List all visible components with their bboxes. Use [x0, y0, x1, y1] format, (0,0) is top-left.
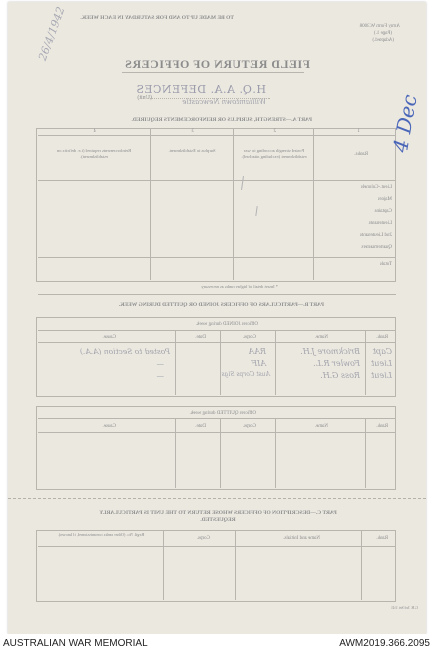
quitted-col-line-4 — [175, 418, 176, 488]
part-a-col-reinforcements: Reinforcements required (i.e. deficits on establishment). — [56, 148, 132, 159]
perforation-line — [8, 498, 426, 499]
joined-row-3-rank: Lieut — [371, 371, 392, 380]
date-scrawl: 26/4/1942 — [36, 4, 68, 63]
joined-col-line-2 — [275, 330, 276, 395]
part-c-col-rank: Rank. — [376, 536, 388, 541]
part-c-col-line-3 — [163, 530, 164, 600]
part-c-header-line — [38, 546, 396, 547]
part-a-number-row-line — [38, 135, 396, 136]
rank-quartermasters: Quartermasters — [361, 245, 392, 250]
unit-label: (Unit) — [137, 95, 152, 101]
quitted-col-line-3 — [220, 418, 221, 488]
joined-col-line-4 — [175, 330, 176, 395]
rank-totals: Totals — [379, 262, 392, 267]
part-c-table — [36, 530, 396, 602]
rank-lieutenants: Lieutenants — [368, 221, 392, 226]
quitted-col-corps: Corps. — [242, 424, 256, 429]
joined-row-3-corps: Aust Corps Sigs — [221, 371, 270, 378]
part-a-col-ranks: Ranks. — [354, 152, 368, 157]
joined-col-date: Date. — [195, 335, 206, 340]
form-title: FIELD RETURN OF OFFICERS — [124, 57, 310, 71]
part-c-col-line-2 — [235, 530, 236, 600]
joined-row-2-rank: Lieut — [371, 359, 392, 368]
part-c-col-corps: Corps. — [196, 536, 210, 541]
title-underline — [122, 72, 304, 73]
mirrored-form — [8, 2, 426, 634]
joined-row-2-name: Fowler R.L. — [313, 359, 360, 368]
margin-scrawl: 4 Dec — [388, 92, 422, 155]
joined-row-2-corps: AIF — [251, 359, 266, 368]
part-c-col-name: Name and Initials. — [283, 536, 320, 541]
rank-majors: Majors — [377, 197, 392, 202]
joined-table — [36, 317, 396, 397]
part-a-footnote: * Insert detail of higher ranks as necessary. — [200, 284, 278, 289]
joined-row-1-cause: Posted to Section (A.A.) — [79, 347, 170, 356]
joined-header-line — [38, 342, 396, 343]
joined-row-1-corps: RAA — [248, 347, 266, 356]
rank-lieut-colonels: Lieut.-Colonels — [360, 185, 392, 190]
part-a-header-line — [38, 180, 396, 181]
printer-note: G.H. 3rd Set 1/41 — [391, 606, 418, 610]
joined-row-3-cause: — — [156, 371, 164, 380]
quitted-col-line-1 — [365, 418, 366, 488]
part-c-col-line-1 — [361, 530, 362, 600]
joined-col-line-1 — [365, 330, 366, 395]
quitted-title: Officers QUITTED during week. — [189, 411, 256, 416]
part-a-col-number-4: 4 — [93, 129, 96, 134]
form-sub2: (Adapted.) — [372, 38, 394, 43]
quitted-col-cause: Cause. — [102, 424, 116, 429]
unit-value: H.Q. A.A. DEFENCES — [135, 83, 266, 96]
part-a-col-number-3: 3 — [191, 129, 194, 134]
joined-row-1-name: Brickmore J.H. — [300, 347, 360, 356]
quitted-title-line — [38, 418, 396, 419]
rank-captains: Captains — [374, 209, 392, 214]
quitted-col-line-2 — [275, 418, 276, 488]
totals-line — [38, 257, 396, 258]
caption-source: AUSTRALIAN WAR MEMORIAL — [3, 638, 148, 649]
joined-col-corps: Corps. — [242, 335, 256, 340]
part-c-title: PART C.—DESCRIPTION OF OFFICERS WHOSE RETURN TO THE UNIT IS PARTICULARLY REQUESTED. — [99, 510, 337, 523]
joined-title-line — [38, 330, 396, 331]
top-note: TO BE MADE UP TO AND FOR SATURDAY IN EACH WEEK. — [80, 15, 234, 21]
joined-col-rank: Rank. — [376, 335, 388, 340]
part-a-title: PART A.—STRENGTH, SURPLUS OR REINFORCEMENTS REQUIRED. — [131, 117, 312, 123]
caption-bar — [0, 634, 434, 653]
form-sub1: (Page 1.) — [373, 31, 392, 36]
part-a-col-surplus: Surplus to Establishment. — [168, 148, 216, 153]
rank-2nd-lieutenants: 2nd Lieutenants — [359, 233, 392, 238]
caption-accession-number: AWM2019.366.2095 — [339, 638, 430, 649]
quitted-col-rank: Rank. — [376, 424, 388, 429]
part-a-col-number-1: 1 — [357, 129, 360, 134]
quitted-header-line — [38, 432, 396, 433]
joined-col-name: Name. — [314, 335, 328, 340]
joined-col-line-3 — [220, 330, 221, 395]
joined-row-2-cause: — — [156, 359, 164, 368]
joined-row-3-name: Ross G.H. — [320, 371, 360, 380]
joined-row-1-rank: Capt — [372, 347, 392, 356]
part-b-title: PART B.—PARTICULARS OF OFFICERS JOINED OR QUITTED DURING WEEK. — [118, 302, 324, 308]
quitted-col-name: Name. — [314, 424, 328, 429]
quitted-col-date: Date. — [195, 424, 206, 429]
part-b-divider — [38, 294, 396, 295]
form-number: Army Form W.3008 — [359, 24, 400, 29]
part-a-col-strength: Posted strength according to war establishment (excluding attached). — [241, 148, 307, 159]
joined-title: Officers JOINED during week. — [195, 322, 258, 327]
part-a-col-number-2: 2 — [273, 129, 276, 134]
station-value: Williamtown Newcastle — [182, 98, 266, 106]
part-c-col-regtl-no: Regtl. No. (Other ranks commissioned, if known). — [57, 532, 145, 537]
joined-col-cause: Cause. — [102, 335, 116, 340]
